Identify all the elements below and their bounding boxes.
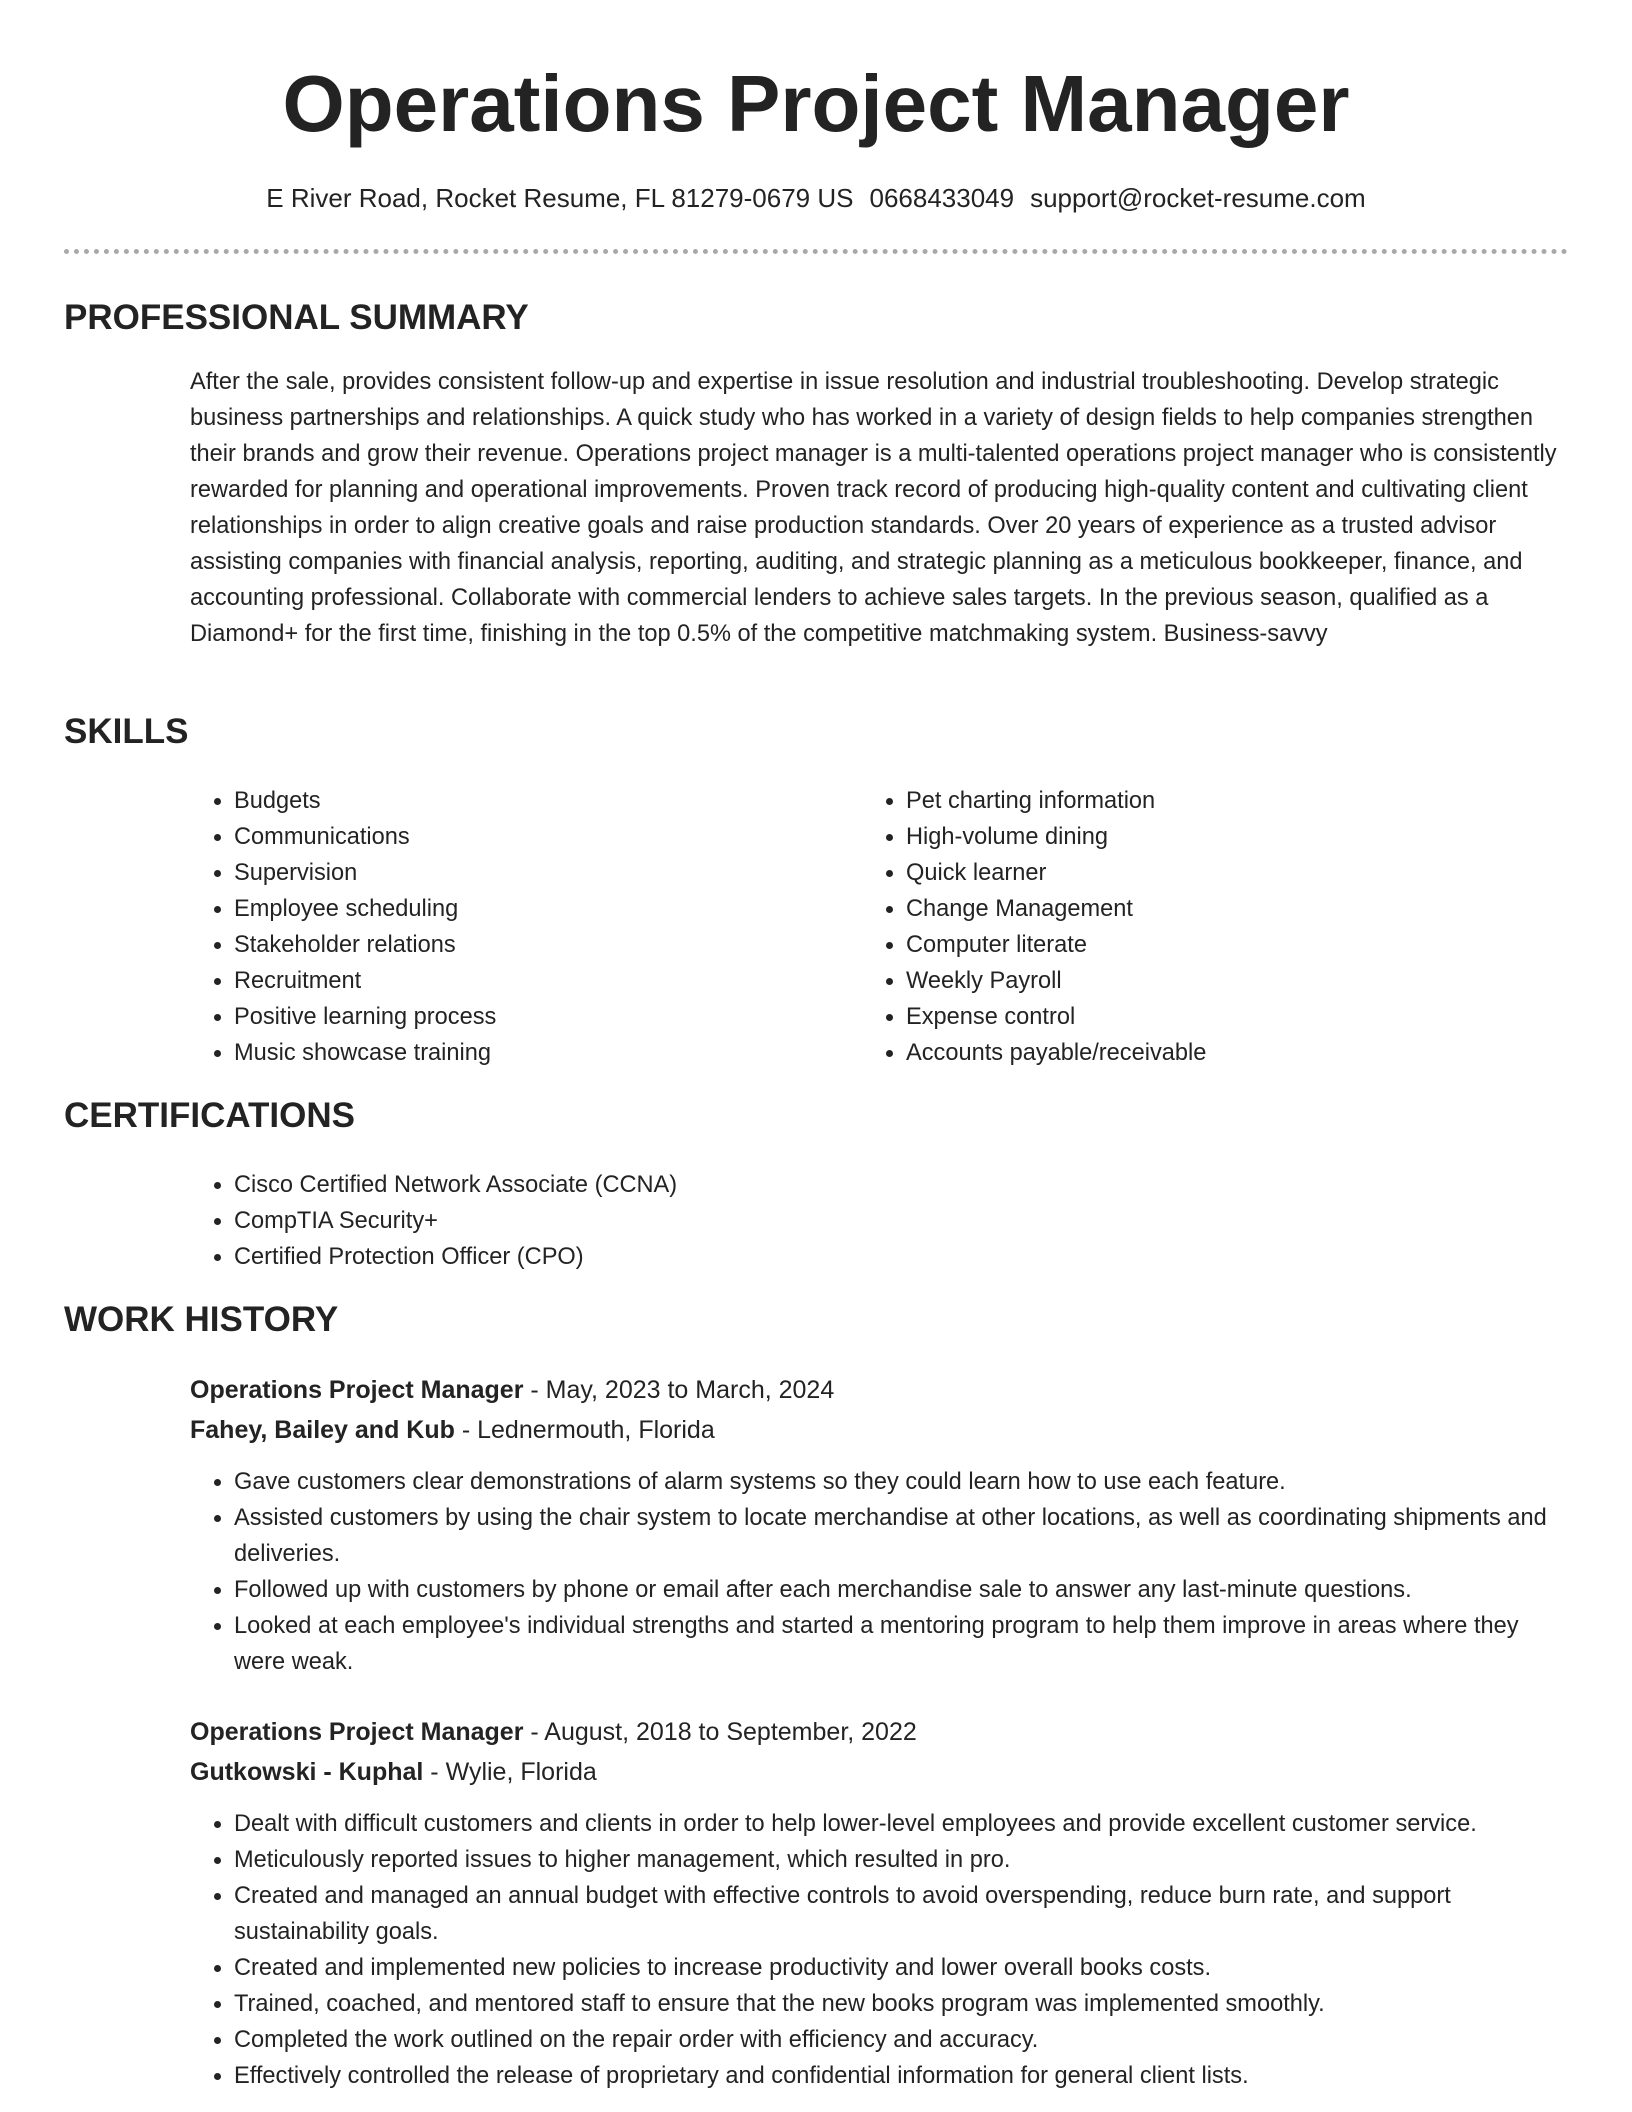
- skill-item: • Employee scheduling: [234, 891, 830, 927]
- skill-item: • Supervision: [234, 855, 830, 891]
- job-duty: • Looked at each employee's individual strengths and started a mentoring program to help them improve in areas where they were weak.: [234, 1608, 1580, 1680]
- job-title-line: [190, 1712, 1580, 1752]
- skill-item: • Computer literate: [906, 927, 1502, 963]
- job-dates: - May, 2023 to March, 2024: [523, 1376, 835, 1404]
- job-duties-list: [190, 1464, 1580, 1680]
- job-company-line: [190, 1752, 1580, 1792]
- summary-heading: PROFESSIONAL SUMMARY: [64, 298, 529, 337]
- certification-item: • Certified Protection Officer (CPO): [234, 1239, 677, 1275]
- skill-item: • Pet charting information: [906, 783, 1502, 819]
- work-history-heading: WORK HISTORY: [64, 1300, 339, 1339]
- job-duty: • Created and implemented new policies to increase productivity and lower overall books costs.: [234, 1950, 1580, 1986]
- certifications-heading: CERTIFICATIONS: [64, 1096, 356, 1135]
- job-duty: • Followed up with customers by phone or email after each merchandise sale to answer any last-minute questions.: [234, 1572, 1580, 1608]
- skill-item: • Stakeholder relations: [234, 927, 830, 963]
- skill-item: • Music showcase training: [234, 1035, 830, 1071]
- job-duty: • Dealt with difficult customers and clients in order to help lower-level employees and provide excellent customer service.: [234, 1806, 1580, 1842]
- job-role: Operations Project Manager: [190, 1718, 524, 1746]
- job-duties-list: [190, 1806, 1580, 2094]
- skill-item: • Budgets: [234, 783, 830, 819]
- certification-item: • CompTIA Security+: [234, 1203, 677, 1239]
- job-location: - Lednermouth, Florida: [454, 1416, 715, 1444]
- job-duty: • Assisted customers by using the chair system to locate merchandise at other locations, as well as coordinating shipments and deliveries.: [234, 1500, 1580, 1572]
- contact-line: [0, 180, 1632, 216]
- job-duty: • Meticulously reported issues to higher management, which resulted in pro.: [234, 1842, 1580, 1878]
- skill-item: • Quick learner: [906, 855, 1502, 891]
- job-duty: • Effectively controlled the release of proprietary and confidential information for general client lists.: [234, 2058, 1580, 2094]
- skill-item: • Accounts payable/receivable: [906, 1035, 1502, 1071]
- job-dates: - August, 2018 to September, 2022: [523, 1718, 917, 1746]
- job-title-line: [190, 1370, 1580, 1410]
- skills-column-right: [862, 783, 1502, 1071]
- skills-heading: SKILLS: [64, 712, 189, 751]
- candidate-name: Operations Project Manager: [282, 59, 1350, 148]
- skill-item: • Expense control: [906, 999, 1502, 1035]
- summary-text: After the sale, provides consistent follow-up and expertise in issue resolution and industrial troubleshooting. Develop strategic business partnerships and relationships. A quick study who has worked in a variety of design fields to help companies strengthen their brands and grow their revenue. Operations project manager is a multi-talented operations project manager who is consistently rewarded for planning and operational improvements. Proven track record of producing high-quality content and cultivating client relationships in order to align creative goals and raise production standards. Over 20 years of experience as a trusted advisor assisting companies with financial analysis, reporting, auditing, and strategic planning as a meticulous bookkeeper, finance, and accounting professional. Collaborate with commercial lenders to achieve sales targets. In the previous season, qualified as a Diamond+ for the first time, finishing in the top 0.5% of the competitive matchmaking system. Business-savvy: [190, 369, 1557, 647]
- skill-item: • Communications: [234, 819, 830, 855]
- skill-item: • Positive learning process: [234, 999, 830, 1035]
- skill-item: • Recruitment: [234, 963, 830, 999]
- certifications-block: [190, 1167, 677, 1275]
- job-duty: • Created and managed an annual budget with effective controls to avoid overspending, reduce burn rate, and support sustainability goals.: [234, 1878, 1580, 1950]
- job-entry: [190, 1712, 1580, 2094]
- skill-item: • Weekly Payroll: [906, 963, 1502, 999]
- job-company: Fahey, Bailey and Kub: [190, 1416, 455, 1444]
- certifications-list: [190, 1167, 677, 1275]
- job-duty: • Trained, coached, and mentored staff to ensure that the new books program was implemented smoothly.: [234, 1986, 1580, 2022]
- job-duty: • Completed the work outlined on the repair order with efficiency and accuracy.: [234, 2022, 1580, 2058]
- contact-phone: 0668433049: [869, 183, 1015, 213]
- skills-column-left: [190, 783, 830, 1071]
- job-location: - Wylie, Florida: [423, 1758, 597, 1786]
- job-duty: • Gave customers clear demonstrations of alarm systems so they could learn how to use each feature.: [234, 1464, 1580, 1500]
- job-company: Gutkowski - Kuphal: [190, 1758, 424, 1786]
- skills-list-left: [190, 783, 830, 1071]
- skill-item: • Change Management: [906, 891, 1502, 927]
- header-divider: [64, 249, 1568, 254]
- skill-item: • High-volume dining: [906, 819, 1502, 855]
- job-company-line: [190, 1410, 1580, 1450]
- job-entry: [190, 1370, 1580, 1680]
- contact-email: support@rocket-resume.com: [1030, 183, 1366, 213]
- certification-item: • Cisco Certified Network Associate (CCNA): [234, 1167, 677, 1203]
- job-role: Operations Project Manager: [190, 1376, 524, 1404]
- skills-list-right: [862, 783, 1502, 1071]
- contact-address: E River Road, Rocket Resume, FL 81279-0679 US: [266, 183, 854, 213]
